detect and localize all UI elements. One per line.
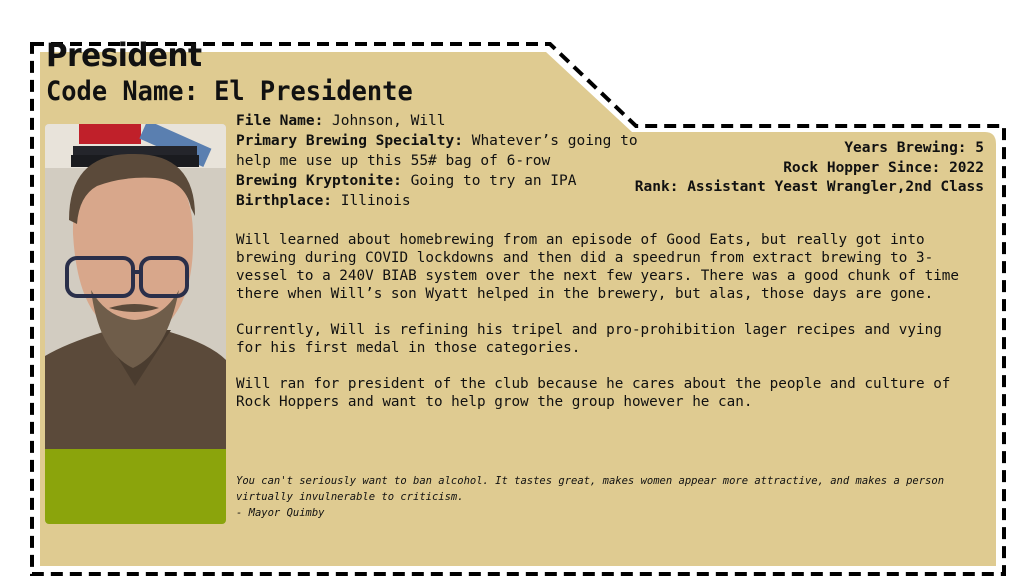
file-details: [236, 111, 676, 211]
quote-block: [236, 473, 956, 521]
bio-paragraph: Will ran for president of the club because he cares about the people and culture of Rock Hoppers and want to help grow the group however he can.: [236, 376, 951, 410]
birthplace-value: Illinois: [340, 193, 411, 209]
years-brewing: [635, 139, 984, 159]
file-name-value: Johnson, Will: [332, 113, 446, 129]
kryptonite-value: Going to try an IPA: [410, 173, 577, 189]
specialty-value: Whatever’s going to help me use up this 55# bag of 6-row: [236, 133, 638, 169]
quote-text: You can't seriously want to ban alcohol. It tastes great, makes women appear more attractive, and makes a person virtually invulnerable to criticism.: [236, 475, 945, 503]
file-name-row: [236, 111, 676, 131]
rank: [635, 178, 984, 198]
file-name-label: File Name:: [236, 113, 324, 129]
biography: [236, 231, 976, 429]
since-label: Rock Hopper Since:: [783, 159, 941, 176]
since-value: 2022: [949, 159, 984, 176]
rank-label: Rank:: [634, 179, 679, 195]
rank-value: Assistant Yeast Wrangler,2nd Class: [687, 179, 984, 195]
birthplace-row: [236, 191, 676, 211]
role-title: President: [46, 36, 202, 74]
years-value: 5: [975, 140, 984, 156]
birthplace-label: Birthplace:: [236, 193, 333, 209]
specialty-row: [236, 131, 676, 171]
bio-paragraph: Currently, Will is refining his tripel and pro-prohibition lager recipes and vying for his first medal in those categories.: [236, 322, 942, 356]
code-name: Code Name: El Presidente: [46, 76, 413, 107]
years-label: Years Brewing:: [844, 140, 967, 156]
quote-attribution: - Mayor Quimby: [236, 507, 325, 519]
brewer-stats: [635, 139, 984, 198]
kryptonite-label: Brewing Kryptonite:: [236, 173, 402, 189]
member-since: [635, 159, 984, 179]
specialty-label: Primary Brewing Specialty:: [236, 133, 463, 149]
profile-photo: [45, 124, 226, 524]
kryptonite-row: [236, 171, 676, 191]
bio-paragraph: Will learned about homebrewing from an episode of Good Eats, but really got into brewing during COVID lockdowns and then did a speedrun from extract brewing to 3-vessel to a 240V BIAB system over the next few years. There was a good chunk of time there when Will’s son Wyatt helped in the brewery, but alas, those days are gone.: [236, 232, 960, 302]
